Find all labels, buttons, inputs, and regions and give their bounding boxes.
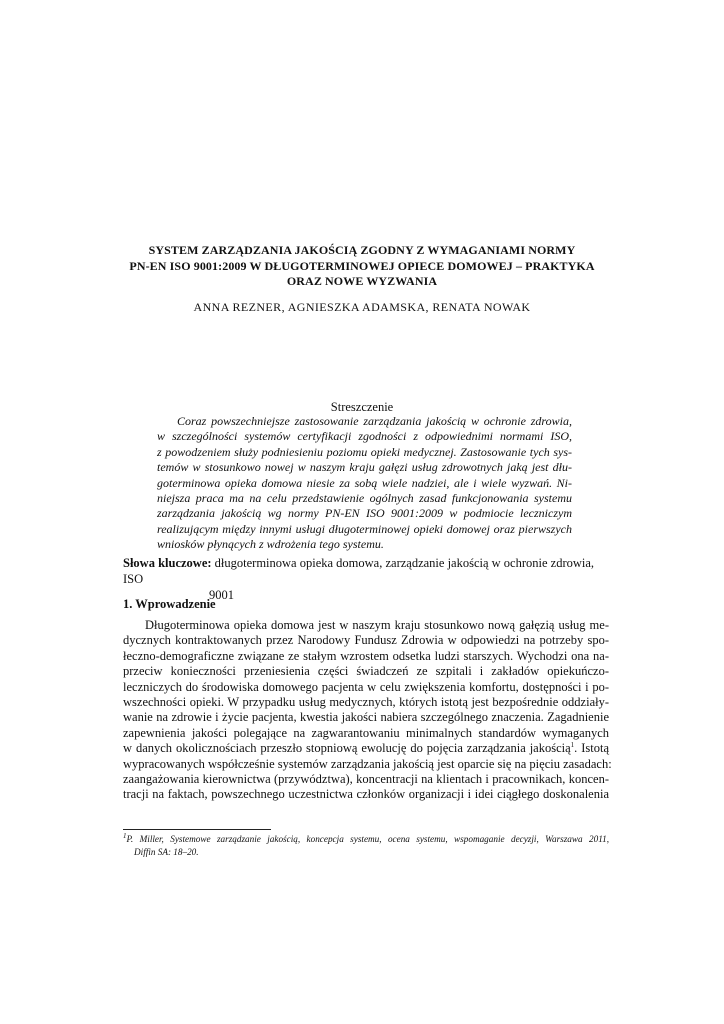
title-line-1: SYSTEM ZARZĄDZANIA JAKOŚCIĄ ZGODNY Z WYMAGANIAMI NORMY — [148, 243, 576, 257]
footnote-line-1: P. Miller, Systemowe zarządzanie jakością, koncepcja systemu, ocena systemu, wspomaganie decyzji, Warszawa 2011, — [126, 834, 609, 844]
body-line: Długoterminowa opieka domowa jest w naszym kraju stosunkowo nową gałęzią usług me- — [145, 618, 609, 632]
keywords-label: Słowa kluczowe: — [123, 556, 212, 570]
authors: ANNA REZNER, AGNIESZKA ADAMSKA, RENATA NOWAK — [193, 300, 531, 314]
abstract-heading: Streszczenie — [330, 400, 394, 414]
body-line: przeciw konieczności przeniesienia części świadczeń ze szpitali i zakładów opiekuńczo- — [123, 664, 609, 679]
footnote-marker: 1 — [123, 831, 127, 840]
abstract-line: temów w stosunkowo nowej w naszym kraju gałęzi usług zdrowotnych jaką jest dłu- — [157, 460, 572, 475]
abstract-line: Coraz powszechniejsze zastosowanie zarządzania jakością w ochronie zdrowia, — [177, 414, 572, 428]
body-line: zaangażowania kierownictwa (przywództwa), koncentracji na klientach i pracownikach, koncen- — [123, 772, 609, 787]
body-line: wanie na zdrowie i życie pacjenta, kwestia jakości nabiera szczególnego znaczenia. Zagadnienie — [123, 710, 609, 725]
abstract-line: wniosków płynących z wdrożenia tego systemu. — [157, 537, 384, 552]
paper-title — [118, 243, 606, 290]
keywords — [123, 555, 609, 603]
keywords-line-1: długoterminowa opieka domowa, zarządzanie jakością w ochronie zdrowia, ISO — [123, 556, 595, 586]
body-line-tail: . Istotą — [574, 741, 609, 756]
keywords-line-2: 9001 — [209, 588, 234, 602]
abstract-line: zarządzania jakością wg normy PN-EN ISO 9001:2009 w podmiocie leczniczym — [157, 506, 572, 521]
footnote-line-2: Diffin SA: 18–20. — [134, 847, 199, 857]
body-line: leczniczych do środowiska domowego pacjenta w celu zwiększenia komfortu, dostępności i po- — [123, 679, 609, 694]
title-line-2: PN-EN ISO 9001:2009 W DŁUGOTERMINOWEJ OPIECE DOMOWEJ – PRAKTYKA — [129, 258, 595, 273]
body-line: tracji na faktach, powszechnego uczestnictwa członków organizacji i idei ciągłego doskonalenia — [123, 787, 609, 802]
abstract-text — [157, 414, 572, 553]
body-line: łeczno-demograficzne związane ze stałym wzrostem odsetka ludzi starszych. Wychodzi ona na- — [123, 648, 609, 663]
abstract-line: goterminowa opieka domowa niesie za sobą wiele nadziei, ale i wiele wyzwań. Ni- — [157, 475, 572, 490]
footnote — [123, 833, 609, 859]
abstract-line: niejsza praca ma na celu przedstawienie ogólnych zasad funkcjonowania systemu — [157, 491, 572, 506]
footnote-divider — [123, 829, 271, 830]
title-line-3: ORAZ NOWE WYZWANIA — [286, 274, 438, 288]
section-heading: 1. Wprowadzenie — [123, 597, 216, 611]
body-line: wypracowanych współcześnie systemów zarządzania jakością jest oparcie się na pięciu zasadach: — [123, 756, 612, 771]
abstract-line: realizującym między innymi usługi długoterminowej opieki domowej oraz pierwszych — [157, 521, 572, 536]
body-line: zapewnienia jakości polegające na zagwarantowaniu minimalnych standardów wymaganych — [123, 725, 609, 740]
abstract-line: w szczególności systemów certyfikacji zgodności z odpowiednimi normami ISO, — [157, 429, 572, 444]
body-line: wszechności opieki. W przypadku usług medycznych, których istotą jest bezpośrednie oddziały- — [123, 695, 609, 710]
body-line-text: w danych okolicznościach przeszło stopniową ewolucję do pojęcia zarządzania jakością — [123, 741, 571, 756]
abstract-line: z powodzeniem służy podniesieniu poziomu opieki medycznej. Zastosowanie tych sys- — [157, 444, 572, 459]
body-line-with-footnote — [123, 741, 609, 756]
footnote-reference[interactable]: 1 — [570, 741, 575, 750]
body-line: dycznych kontraktowanych przez Narodowy Fundusz Zdrowia w odpowiedzi na potrzeby spo- — [123, 633, 609, 648]
body-paragraph — [123, 618, 612, 803]
